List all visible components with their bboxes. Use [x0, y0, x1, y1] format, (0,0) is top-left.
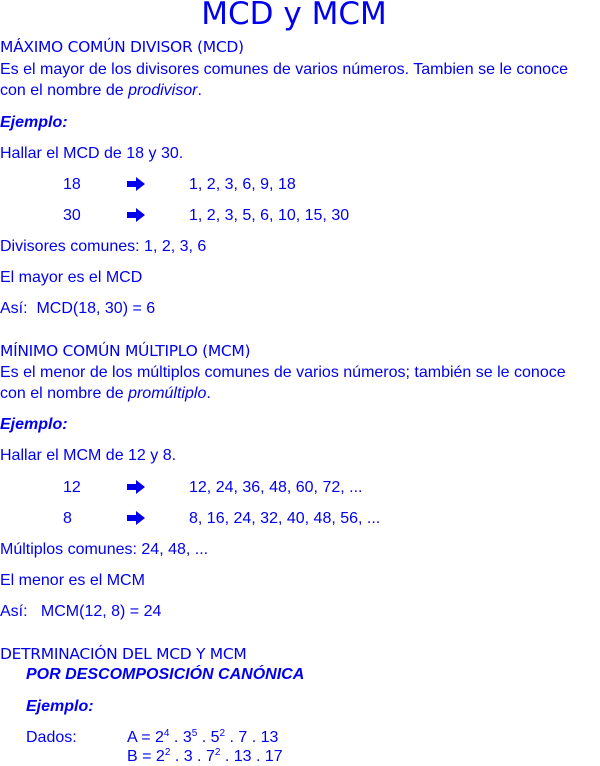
- equation-a-tail: . 7 . 13: [225, 729, 279, 746]
- mcd-common: Divisores comunes: 1, 2, 3, 6: [0, 238, 207, 255]
- mcm-definition-suffix: .: [206, 385, 211, 402]
- mcm-definition-line1: Es el menor de los múltiplos comunes de varios números; también se le conoce: [0, 364, 566, 381]
- mcd-result: Así: MCD(18, 30) = 6: [0, 300, 156, 317]
- equation-b-part: . 3 . 7: [170, 748, 215, 765]
- equation-a-part: . 5: [197, 729, 220, 746]
- right-arrow-icon: [127, 511, 145, 525]
- mcd-task: Hallar el MCD de 18 y 30.: [0, 145, 184, 162]
- mcm-task: Hallar el MCM de 12 y 8.: [0, 447, 177, 464]
- determination-heading: DETRMINACIÓN DEL MCD Y MCM: [0, 645, 247, 663]
- mcm-heading: MÍNIMO COMÚN MÚLTIPLO (MCM): [0, 342, 251, 360]
- mcm-row-values: 12, 24, 36, 48, 60, 72, ...: [189, 479, 363, 496]
- mcm-row-number: 12: [63, 479, 81, 496]
- mcm-common: Múltiplos comunes: 24, 48, ...: [0, 541, 209, 558]
- mcd-row-number: 30: [63, 207, 81, 224]
- determination-subheading: POR DESCOMPOSICIÓN CANÓNICA: [26, 666, 305, 683]
- given-label: Dados:: [26, 729, 77, 746]
- mcm-rule: El menor es el MCM: [0, 572, 145, 589]
- mcm-result: Así: MCM(12, 8) = 24: [0, 603, 162, 620]
- mcd-definition-prefix: con el nombre de: [0, 82, 129, 99]
- mcm-definition-line2: [0, 385, 211, 403]
- equation-a-exp: 2: [219, 728, 226, 739]
- equation-b-lhs: B = 2: [127, 748, 165, 765]
- mcm-example-label: Ejemplo:: [0, 416, 68, 433]
- mcd-definition-line2: [0, 82, 202, 100]
- equation-a-part: . 3: [169, 729, 192, 746]
- equation-a-exp: 5: [191, 728, 198, 739]
- mcd-row-values: 1, 2, 3, 6, 9, 18: [189, 176, 296, 193]
- mcd-definition-line1: Es el mayor de los divisores comunes de varios números. Tambien se le conoce: [0, 61, 568, 78]
- equation-b-exp: 2: [214, 747, 221, 758]
- mcm-definition-term: promúltiplo: [128, 385, 207, 402]
- mcm-definition-prefix: con el nombre de: [0, 385, 129, 402]
- determination-example-label: Ejemplo:: [26, 698, 94, 715]
- equation-b-exp: 2: [164, 747, 171, 758]
- equation-a: [127, 729, 278, 747]
- mcd-definition-term: prodivisor: [128, 82, 198, 99]
- mcd-heading: MÁXIMO COMÚN DIVISOR (MCD): [0, 38, 244, 56]
- mcd-rule: El mayor es el MCD: [0, 269, 143, 286]
- mcd-row-number: 18: [63, 176, 81, 193]
- right-arrow-icon: [127, 480, 145, 494]
- mcm-row-values: 8, 16, 24, 32, 40, 48, 56, ...: [189, 510, 381, 527]
- mcd-example-label: Ejemplo:: [0, 114, 68, 131]
- mcm-row-number: 8: [63, 510, 72, 527]
- mcd-definition-suffix: .: [197, 82, 202, 99]
- right-arrow-icon: [127, 177, 145, 191]
- equation-b-tail: . 13 . 17: [220, 748, 283, 765]
- page-title: MCD y MCM: [201, 0, 387, 32]
- equation-a-exp: 4: [163, 728, 170, 739]
- mcd-row-values: 1, 2, 3, 5, 6, 10, 15, 30: [189, 207, 350, 224]
- equation-a-lhs: A = 2: [127, 729, 164, 746]
- right-arrow-icon: [127, 208, 145, 222]
- equation-b: [127, 748, 283, 766]
